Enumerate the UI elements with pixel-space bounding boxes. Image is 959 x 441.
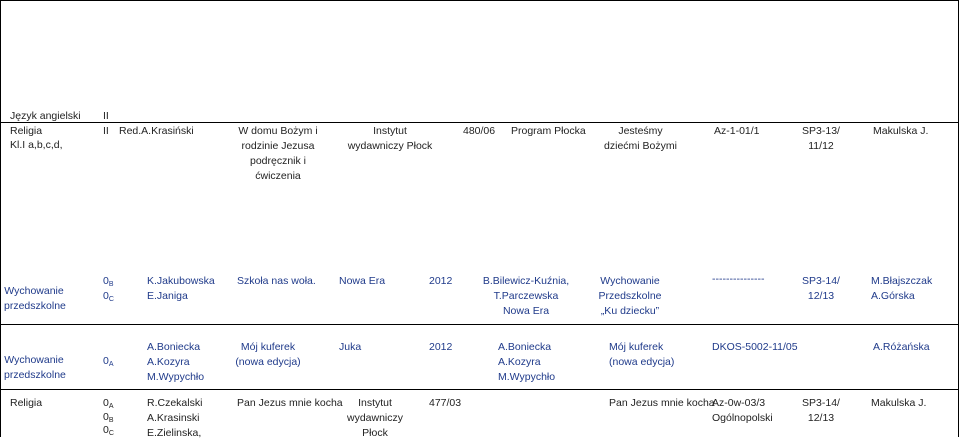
author-cell: Red.A.Krasiński <box>119 125 194 137</box>
program-number-cell: 480/06 <box>463 125 496 137</box>
school-number-cell: SP3-13/ 11/12 <box>802 125 840 152</box>
title-cell: Mój kuferek (nowa edycja) <box>235 341 301 368</box>
publisher-cell: Juka <box>339 341 362 353</box>
title-cell: Pan Jezus mnie kocha <box>237 397 343 409</box>
group-cell: $0_B$ <box>103 275 114 288</box>
table-border-top <box>0 0 959 1</box>
row-divider <box>0 324 959 325</box>
program-author-cell: B.Bilewicz-Kuźnia, T.Parczewska Nowa Era <box>482 275 570 317</box>
author-cell: K.Jakubowska E.Janiga <box>147 275 215 302</box>
class-cell: Kl.I a,b,c,d, <box>10 139 63 151</box>
teacher-cell: M.Błajszczak A.Górska <box>871 275 933 302</box>
group-cell: $0_B$ <box>103 411 114 424</box>
grade-cell: II <box>103 125 109 137</box>
title-cell: Szkoła nas woła. <box>237 275 316 287</box>
teacher-cell: Makulska J. <box>871 397 927 409</box>
group-cell: $0_C$ <box>103 424 114 437</box>
publisher-cell: Instytut wydawniczy Płock <box>346 397 404 439</box>
approval-cell: DKOS-5002-11/05 <box>712 341 798 353</box>
subject-cell: Religia <box>10 397 43 409</box>
approval-cell: --------------- <box>712 273 765 285</box>
group-cell: $0_A$ <box>103 397 114 410</box>
book-cell: Mój kuferek (nowa edycja) <box>609 341 675 368</box>
approval-cell: Az-1-01/1 <box>714 125 760 137</box>
publisher-cell: Instytut wydawniczy Płock <box>347 125 433 152</box>
author-cell: R.Czekalski A.Krasinski E.Zielinska, <box>147 397 203 439</box>
subject-cell: Wychowanie przedszkolne <box>4 354 66 381</box>
row-divider <box>0 389 959 390</box>
program-cell: Program Płocka <box>511 125 586 137</box>
year-cell: 2012 <box>429 341 453 353</box>
author-cell: A.Boniecka A.Kozyra M.Wypychło <box>147 341 205 383</box>
subject-cell: Język angielski <box>10 110 81 122</box>
school-number-cell: SP3-14/ 12/13 <box>802 275 840 302</box>
row-divider <box>0 122 959 123</box>
program-author-cell: A.Boniecka A.Kozyra M.Wypychło <box>498 341 556 383</box>
table-border-left <box>0 0 1 437</box>
year-cell: 2012 <box>429 275 453 287</box>
book-cell: Jesteśmy dziećmi Bożymi <box>604 125 677 152</box>
teacher-cell: A.Różańska <box>873 341 930 353</box>
publisher-cell: Nowa Era <box>339 275 386 287</box>
school-number-cell: SP3-14/ 12/13 <box>802 397 840 424</box>
book-cell: Pan Jezus mnie kocha <box>609 397 715 409</box>
group-cell: $0_A$ <box>103 355 114 368</box>
group-cell: $0_C$ <box>103 290 114 303</box>
title-cell: W domu Bożym i rodzinie Jezusa podręcznik i ćwiczenia <box>238 125 318 182</box>
approval-cell: Az-0w-03/3 Ogólnopolski <box>712 397 773 424</box>
subject-cell: Wychowanie przedszkolne <box>4 285 66 312</box>
book-cell: Wychowanie Przedszkolne „Ku dziecku” <box>598 275 662 317</box>
subject-cell: Religia <box>10 125 43 137</box>
class-cell: II <box>103 110 109 122</box>
program-number-cell: 477/03 <box>429 397 462 409</box>
teacher-cell: Makulska J. <box>873 125 929 137</box>
